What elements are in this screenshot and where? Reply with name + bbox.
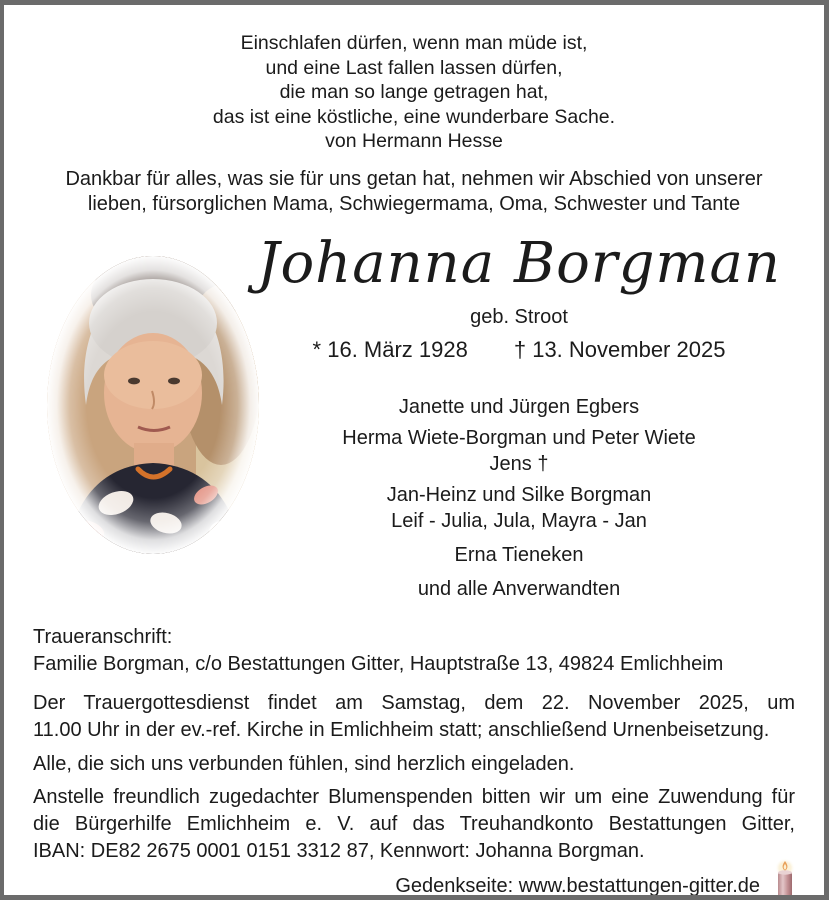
donation-line: IBAN: DE82 2675 0001 0151 3312 87, Kennwort: Johanna Borgman. xyxy=(33,839,645,862)
service-line: 11.00 Uhr in der ev.-ref. Kirche in Emlichheim statt; anschließend Urnenbeisetzung. xyxy=(33,718,770,741)
mourner-line: Jan-Heinz und Silke Borgman xyxy=(386,483,652,506)
deceased-name: Johanna Borgman xyxy=(257,230,781,296)
service-info xyxy=(4,690,824,744)
address-value: Familie Borgman, c/o Bestattungen Gitter, Hauptstraße 13, 49824 Emlichheim xyxy=(33,652,724,675)
service-line: Der Trauergottesdienst findet am Samstag, dem 22. November 2025, um xyxy=(33,691,795,714)
quote-block xyxy=(4,31,824,154)
life-dates xyxy=(209,336,829,363)
donation-line: Anstelle freundlich zugedachter Blumenspenden bitten wir um eine Zuwendung für xyxy=(33,785,795,808)
death-date: † 13. November 2025 xyxy=(513,336,726,362)
donation-line: die Bürgerhilfe Emlichheim e. V. auf das Treuhandkonto Bestattungen Gitter, xyxy=(33,812,795,835)
quote-attribution: von Hermann Hesse xyxy=(325,130,503,152)
mourner-line: Jens † xyxy=(489,452,549,475)
donation-block xyxy=(4,784,824,865)
mourner-line: Leif - Julia, Jula, Mayra - Jan xyxy=(391,509,647,532)
maiden-name: geb. Stroot xyxy=(470,305,568,328)
mourning-address xyxy=(4,624,824,678)
deceased-block xyxy=(209,228,829,600)
intro-line: lieben, fürsorglichen Mama, Schwiegermama, Oma, Schwester und Tante xyxy=(87,193,741,215)
candle-icon xyxy=(772,857,798,900)
mourners-list xyxy=(209,397,829,600)
mourner-line: und alle Anverwandten xyxy=(417,577,621,600)
intro-line: Dankbar für alles, was sie für uns getan hat, nehmen wir Abschied von unserer xyxy=(65,167,763,190)
quote-line: das ist eine köstliche, eine wunderbare Sache. xyxy=(212,105,616,128)
mourner-line: Erna Tieneken xyxy=(454,543,584,566)
memorial-link-text: Gedenkseite: www.bestattungen-gitter.de xyxy=(395,875,760,897)
birth-date: * 16. März 1928 xyxy=(312,336,468,362)
mourner-line: Herma Wiete-Borgman und Peter Wiete xyxy=(342,426,696,449)
portrait-photo xyxy=(46,255,261,555)
intro-block xyxy=(4,167,824,218)
address-label: Traueranschrift: xyxy=(33,625,173,648)
quote-line: die man so lange getragen hat, xyxy=(279,81,549,103)
quote-line: und eine Last fallen lassen dürfen, xyxy=(265,56,563,79)
mourner-line: Janette und Jürgen Egbers xyxy=(398,395,640,418)
quote-line: Einschlafen dürfen, wenn man müde ist, xyxy=(240,32,588,54)
memorial-row xyxy=(4,867,824,900)
invitation-line: Alle, die sich uns verbunden fühlen, sind herzlich eingeladen. xyxy=(33,752,575,775)
